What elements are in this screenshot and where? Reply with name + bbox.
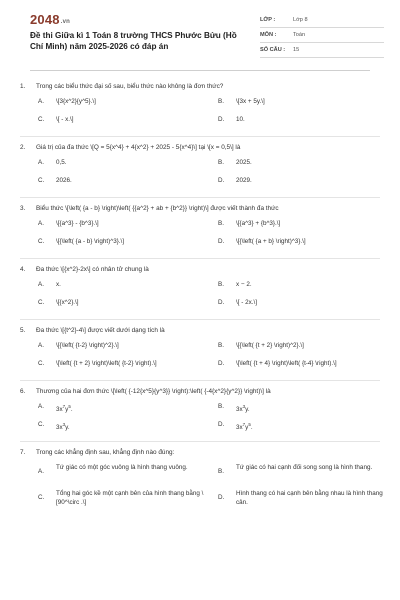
option-text: x − 2. [236,281,252,288]
site-logo[interactable] [30,12,70,27]
meta-key: MÔN : [260,32,277,38]
option-text: \[{a^3} - {b^3}.\] [56,220,99,227]
option-letter: C. [38,177,45,184]
option-text: Tổng hai góc kề một cạnh bên của hình thang bằng \[90^\circ .\] [56,490,204,506]
exam-title: Đề thi Giữa kì 1 Toán 8 trường THCS Phước Bửu (Hồ Chí Minh) năm 2025-2026 có đáp án [30,31,237,51]
option-text: \[{x^2}.\] [56,299,79,306]
answer-options [38,402,380,438]
monomial-end: . [70,406,73,413]
option-letter: C. [38,299,45,306]
option-letter: B. [218,403,224,410]
monomial-base: 3x [56,424,63,431]
option-text [56,402,214,414]
answer-option-b[interactable] [218,341,394,359]
option-letter: A. [38,468,44,475]
answer-option-b[interactable] [218,402,394,420]
option-text: Tứ giác có một góc vuông là hình thang vuông. [56,464,188,471]
answer-options [38,97,380,133]
meta-value: 15 [293,47,300,53]
option-text: \[{\left( {a - b} \right)^3}.\] [56,238,125,245]
logo-number: 2048 [30,12,60,27]
option-text: \[ - x.\] [56,116,74,123]
meta-key: LỚP : [260,17,276,23]
option-letter: D. [218,494,225,501]
question [0,448,400,515]
monomial-base: 3x [236,424,243,431]
answer-options [38,158,380,194]
option-text: \[\left( {t + 2} \right)\left( {t-2} \right).\] [56,360,157,367]
question [0,82,400,137]
question-divider [20,136,380,137]
option-letter: B. [218,98,224,105]
answer-option-b[interactable] [218,97,394,115]
question-number: 4. [20,266,26,273]
option-letter: A. [38,98,44,105]
option-text: 0,5. [56,159,67,166]
monomial-var: y [245,424,249,431]
question-number: 1. [20,83,26,90]
monomial-end: . [67,424,70,431]
question-divider [20,319,380,320]
answer-option-c[interactable] [38,115,214,133]
option-text: 2026. [56,177,72,184]
option-letter: A. [38,281,44,288]
answer-option-d[interactable] [218,115,394,133]
exam-meta-table [260,13,384,58]
monomial-end: . [247,406,250,413]
option-text: \[{\left( {t-2} \right)^2}.\] [56,342,119,349]
answer-option-b[interactable] [218,280,394,298]
option-letter: A. [38,159,44,166]
question-number: 3. [20,205,26,212]
exponent: 7 [62,404,66,409]
answer-option-d[interactable] [218,489,394,515]
question-text: Đa thức \[{t^2}-4\] được viết dưới dạng tích là [36,327,165,334]
option-letter: B. [218,281,224,288]
page-header [10,0,390,68]
answer-option-d[interactable] [218,176,394,194]
option-text: \[{\left( {t + 2} \right)^2}.\] [236,342,304,349]
question-divider [20,258,380,259]
answer-option-a[interactable] [38,280,214,298]
option-letter: D. [218,177,225,184]
answer-options [38,341,380,377]
exponent: 5 [68,404,71,409]
answer-options [38,463,383,515]
option-text: 2029. [236,177,252,184]
answer-option-c[interactable] [38,359,214,377]
question [0,265,400,320]
monomial-var: y [65,424,68,431]
option-letter: D. [218,116,225,123]
question-number: 5. [20,327,26,334]
answer-option-b[interactable] [218,219,394,237]
option-letter: C. [38,494,45,501]
answer-option-c[interactable] [38,489,214,515]
question-number: 7. [20,449,26,456]
option-letter: C. [38,421,45,428]
question-list [0,74,400,515]
answer-option-a[interactable] [38,158,214,176]
answer-option-a[interactable] [38,463,214,489]
answer-option-d[interactable] [218,298,394,316]
option-letter: C. [38,116,45,123]
meta-value: Toán [293,32,306,38]
option-letter: C. [38,238,45,245]
option-letter: B. [218,159,224,166]
exponent: 3 [62,422,66,427]
option-letter: D. [218,299,225,306]
answer-option-a[interactable] [38,402,214,420]
answer-options [38,280,380,316]
option-text: 10. [236,116,245,123]
answer-option-d[interactable] [218,420,394,438]
monomial-var: y [245,406,248,413]
option-text: \[ - 2x.\] [236,299,257,306]
question-text: Thương của hai đơn thức \[\left( {-12{x^5}{y^3}} \right):\left( {-4{x^2}{y^2}} \right)\] là [36,388,271,395]
monomial-base: 3x [56,406,63,413]
option-letter: D. [218,238,225,245]
monomial-base: 3x [236,406,243,413]
option-text: 2025. [236,159,252,166]
option-text [56,420,214,432]
option-text: x. [56,281,61,288]
answer-option-d[interactable] [218,359,394,377]
question-text: Giá trị của đa thức \[Q = 5{x^4} + 4{x^2} + 2025 - 5{x^4}\] tại \[x = 0,5\] là [36,144,241,151]
option-letter: A. [38,403,44,410]
answer-option-a[interactable] [38,219,214,237]
answer-option-a[interactable] [38,341,214,359]
question-divider [20,441,380,442]
meta-row-subject [260,28,384,43]
option-text: \[{a^3} + {b^3}.\] [236,220,281,227]
option-letter: A. [38,220,44,227]
option-text [236,402,394,414]
question-text: Trong các khẳng định sau, khẳng định nào đúng: [36,449,175,456]
option-letter: B. [218,220,224,227]
question-number: 2. [20,144,26,151]
question [0,204,400,259]
option-text: Hình thang có hai cạnh bên bằng nhau là hình thang cân. [236,490,383,506]
question [0,387,400,442]
answer-options [38,219,380,255]
question-text: Đa thức \[{x^2}-2x\] có nhân tử chung là [36,266,149,273]
option-letter: C. [38,360,45,367]
answer-option-b[interactable] [218,463,394,489]
answer-option-c[interactable] [38,237,214,255]
option-text: \[{\left( {a + b} \right)^3}.\] [236,238,306,245]
option-text: \[3x + 5y.\] [236,98,265,105]
answer-option-a[interactable] [38,97,214,115]
answer-option-c[interactable] [38,298,214,316]
option-letter: D. [218,360,225,367]
answer-option-c[interactable] [38,176,214,194]
question-number: 6. [20,388,26,395]
question-text: Trong các biểu thức đại số sau, biểu thức nào không là đơn thức? [36,83,224,90]
option-letter: D. [218,421,225,428]
meta-value: Lớp 8 [293,17,308,23]
question-divider [20,197,380,198]
meta-row-grade [260,13,384,28]
option-letter: B. [218,468,224,475]
option-text [236,420,394,432]
answer-option-d[interactable] [218,237,394,255]
option-text: \[3{x^2}{y^5}.\] [56,98,96,105]
question [0,326,400,381]
answer-option-c[interactable] [38,420,214,438]
question [0,143,400,198]
meta-key: SỐ CÂU : [260,47,286,53]
header-divider [30,70,370,71]
question-divider [20,380,380,381]
answer-option-b[interactable] [218,158,394,176]
exponent: 5 [248,422,251,427]
option-text: Tứ giác có hai cạnh đối song song là hình thang. [236,464,373,471]
option-text: \[\left( {t + 4} \right)\left( {t-4} \right).\] [236,360,337,367]
monomial-var: y [65,406,69,413]
option-letter: B. [218,342,224,349]
option-letter: A. [38,342,44,349]
meta-row-count [260,43,384,58]
exponent: 3 [242,404,246,409]
logo-suffix: .vn [60,19,71,25]
exponent: 7 [242,422,246,427]
question-text: Biểu thức \[\left( {a - b} \right)\left( {{a^2} + ab + {b^2}} \right)\] được viết thành đa thức [36,205,279,212]
monomial-end: . [250,424,253,431]
